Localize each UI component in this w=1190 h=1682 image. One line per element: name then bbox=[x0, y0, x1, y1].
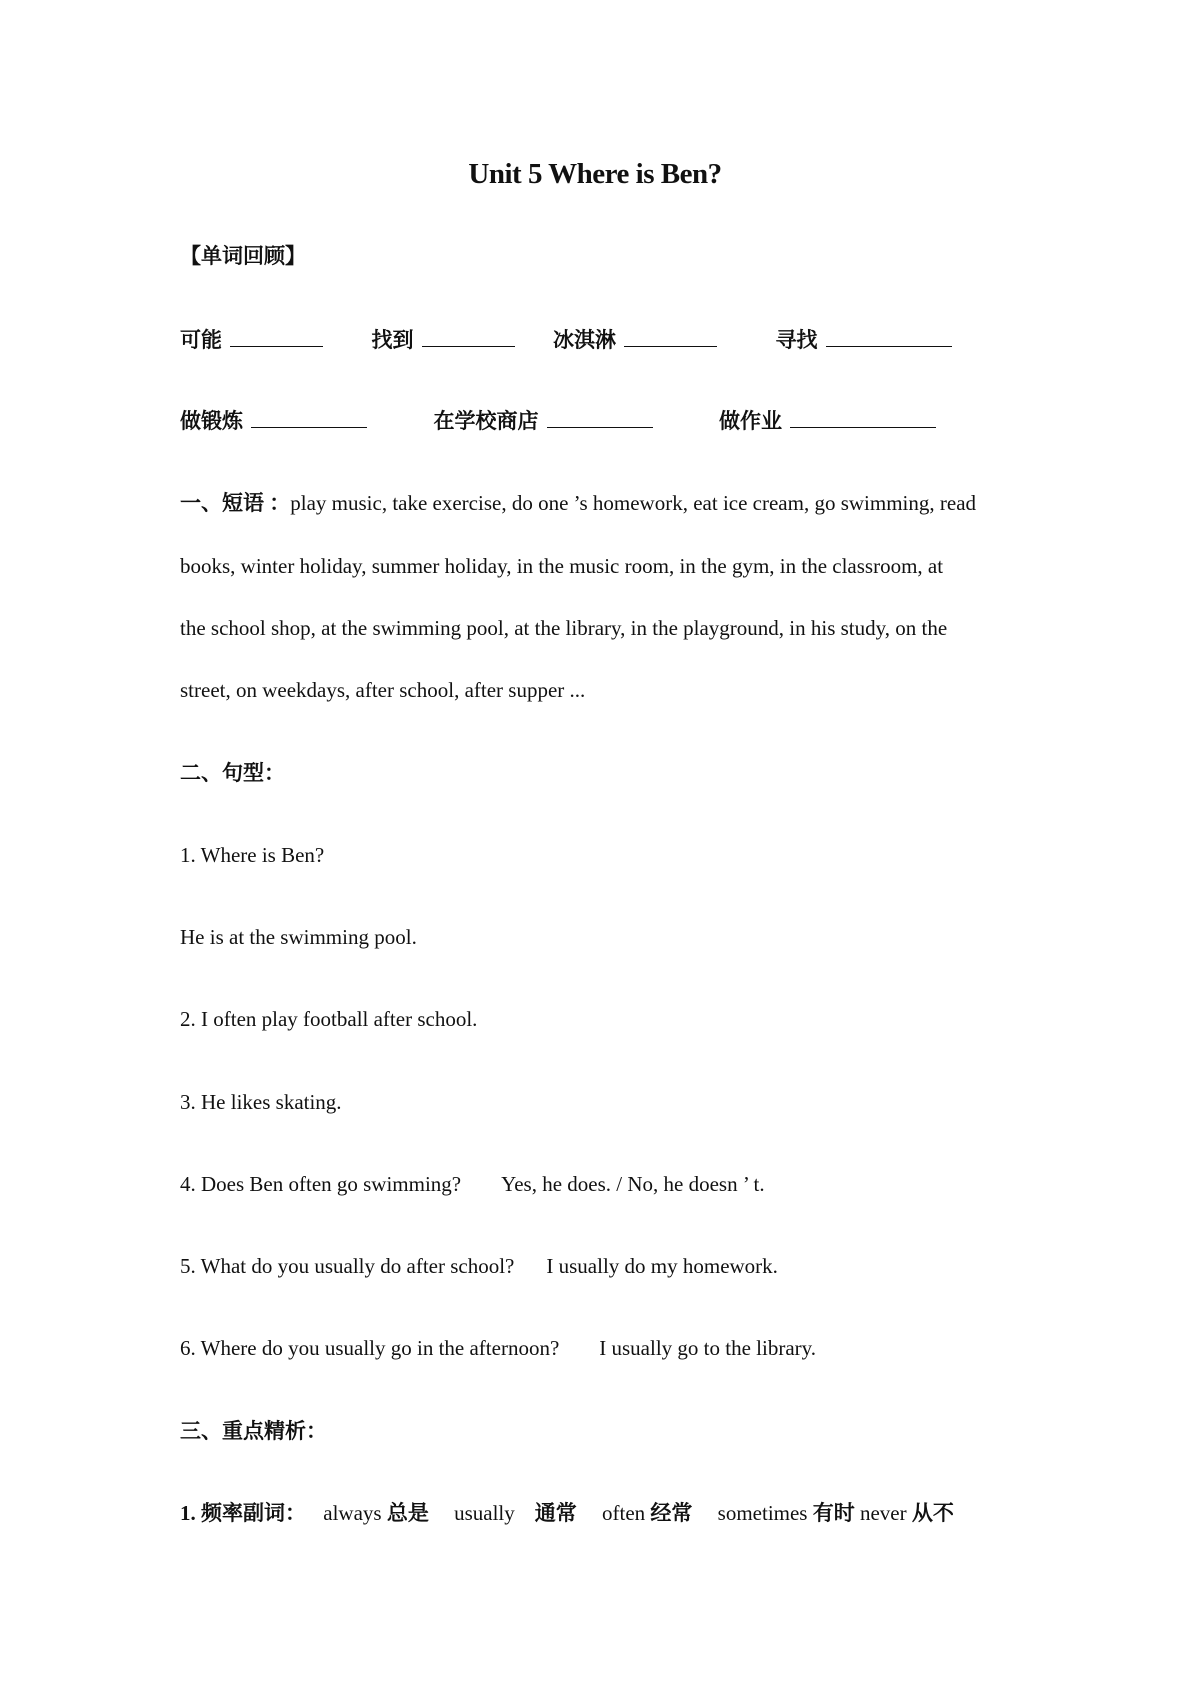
answer-blank[interactable] bbox=[547, 425, 653, 428]
vocab-row-2 bbox=[180, 411, 936, 432]
sentence: 2. I often play football after school. bbox=[180, 1007, 478, 1031]
vocab-term: 做作业 bbox=[719, 409, 782, 433]
answer-blank[interactable] bbox=[230, 344, 323, 347]
answer-blank[interactable] bbox=[422, 344, 515, 347]
sentences-heading: 二、句型： bbox=[180, 761, 285, 785]
phrases-line: street, on weekdays, after school, after supper ... bbox=[180, 678, 586, 702]
sentence-answer: I usually go to the library. bbox=[599, 1336, 817, 1360]
phrases-line: 一、短语 ：play music, take exercise, do one ’s homework, eat ice cream, go swimming, read bbox=[180, 491, 977, 515]
frequency-adverbs: 1. 频率副词： always 总是 usually 通常 often 经常 sometimes 有时 never 从不 bbox=[180, 1501, 954, 1525]
vocab-term: 找到 bbox=[371, 328, 414, 352]
sentence: He is at the swimming pool. bbox=[180, 925, 417, 949]
phrases-label: 一、短语 ： bbox=[180, 491, 291, 515]
vocab-term: 在学校商店 bbox=[433, 409, 539, 433]
answer-blank[interactable] bbox=[624, 344, 717, 347]
vocab-term: 寻找 bbox=[775, 328, 818, 352]
phrases-line: books, winter holiday, summer holiday, in the music room, in the gym, in the classroom, at bbox=[180, 554, 944, 578]
vocab-row-1 bbox=[180, 330, 952, 351]
vocab-term: 可能 bbox=[180, 328, 222, 352]
vocab-heading: 【单词回顾】 bbox=[180, 244, 306, 268]
sentence: 3. He likes skating. bbox=[180, 1090, 342, 1114]
sentence-answer: Yes, he does. / No, he doesn ’ t. bbox=[501, 1172, 765, 1196]
phrases-line: the school shop, at the swimming pool, at the library, in the playground, in his study, on the bbox=[180, 616, 948, 640]
sentence: 6. Where do you usually go in the afternoon? I usually go to the library. bbox=[180, 1336, 817, 1360]
vocab-term: 冰淇淋 bbox=[553, 328, 616, 352]
answer-blank[interactable] bbox=[251, 425, 367, 428]
key-points-heading: 三、重点精析： bbox=[180, 1419, 327, 1443]
page-title: Unit 5 Where is Ben? bbox=[468, 158, 722, 190]
sentence: 5. What do you usually do after school? I usually do my homework. bbox=[180, 1254, 778, 1278]
sentence: 1. Where is Ben? bbox=[180, 843, 325, 867]
answer-blank[interactable] bbox=[790, 425, 936, 428]
answer-blank[interactable] bbox=[826, 344, 952, 347]
vocab-term: 做锻炼 bbox=[180, 409, 243, 433]
sentence-answer: I usually do my homework. bbox=[546, 1254, 778, 1278]
sentence: 4. Does Ben often go swimming? Yes, he does. / No, he doesn ’ t. bbox=[180, 1172, 765, 1196]
